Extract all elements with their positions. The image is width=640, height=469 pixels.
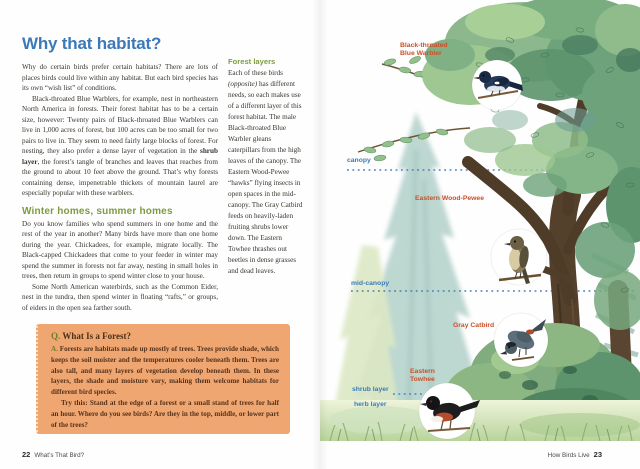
q-title: What Is a Forest? <box>62 331 131 341</box>
a-prefix: A. <box>51 345 58 353</box>
qa-answer <box>51 344 279 398</box>
label-gray-catbird: Gray Catbird <box>453 322 495 329</box>
chapter-title-footer: How Birds Live <box>547 452 590 459</box>
book-title-footer: What’s That Bird? <box>34 452 85 459</box>
column-body <box>228 68 304 277</box>
try-body: Stand at the edge of a forest or a small stand of trees for half an hour. Where do you see birds? Are they in the top, middle, or lower part of the trees? <box>51 398 280 429</box>
catbird-vignette <box>494 313 548 367</box>
pewee-vignette <box>491 229 547 285</box>
label-shrub-layer: shrub layer <box>352 386 389 393</box>
shrub-layer-bold-term: shrub layer <box>22 147 218 166</box>
qa-question <box>51 331 279 341</box>
paragraph-chickadees: Do you know families who spend summers in one home and the rest of the year in another? Many birds have more than one home during the year. Chickadees, for example, migrate locally. The Black-capped Chickadees that come to your feeder in winter may spend the summer in forests not far away, nesting in small holes in trees, then return in groups to spend winter close to your house. <box>22 219 218 280</box>
label-canopy-layer: canopy <box>347 157 371 164</box>
label-black-throated-blue-warbler: Black-throated Blue Warbler <box>400 42 448 57</box>
page-gutter <box>312 0 328 469</box>
paragraph-eiders: Some North American waterbirds, such as the Common Eider, nest in the tundra, then spend winter in floating “rafts,” or groups, of eiders in the open sea farther south. <box>22 282 218 312</box>
left-page-footer <box>22 444 84 462</box>
try-label: Try this: <box>61 398 88 407</box>
q-prefix: Q. <box>51 331 61 341</box>
paragraph-intro: Why do certain birds prefer certain habitats? There are lots of places birds could live within any habitat. But each bird species has its own “wish list” of conditions. <box>22 63 218 92</box>
paragraph-warblers-rest: , the forest’s tangle of branches and leaves that reaches from the ground to about 10 feet above the ground. That’s why forests containing dense, impenetrable thickets of mountain laurel are especially popular with these warblers. <box>22 157 218 197</box>
section-heading-winter-homes: Winter homes, summer homes <box>22 205 173 217</box>
right-page-footer <box>548 444 602 462</box>
warbler-vignette <box>472 60 523 110</box>
page-title: Why that habitat? <box>22 34 162 53</box>
left-page-number: 22 <box>22 450 31 459</box>
paragraph-warblers <box>22 94 218 199</box>
label-eastern-towhee: Eastern Towhee <box>410 368 435 383</box>
label-mid-canopy-layer: mid-canopy <box>351 280 390 287</box>
forest-layers-column <box>228 57 304 277</box>
paragraph-warblers-text: Black-throated Blue Warblers, for example, nest in northeastern North America in forests. Their forest habitat has to be a certain size, however: Twenty pairs of Black-throated Blue Warblers can live in 1,000 acres of forest, but 100 acres can be too small for two pairs to live in. They seem to need fairly large blocks of forest. For nesting, they also prefer a dense layer of vegetation in the <box>22 94 218 155</box>
a-body: Forests are habitats made up mostly of trees. Trees provide shade, which keeps the soil moister and the temperatures cooler beneath them. Trees are also tall, and many layers of vegetation develop beneath them. In these layers, the shade and moisture vary, making them welcome habitats for different bird species. <box>51 345 279 397</box>
label-herb-layer: herb layer <box>354 401 387 408</box>
column-body-text: Each of these birds <box>228 69 283 77</box>
right-page-number: 23 <box>593 450 602 459</box>
opposite-italic: (opposite) <box>228 80 258 88</box>
column-body-rest: has different needs, so each makes use of a different layer of this forest habitat. The male Black-throated Blue Warbler gleans caterpillars from the high leaves of the canopy. The Eastern Wood-Pewee “hawks” flying insects in open spaces in the mid-canopy. The Gray Catbird feeds on heavily-laden fruiting shrubs lower down. The Eastern Towhee thrashes out beetles in dense grasses and dead leaves. <box>228 80 303 275</box>
left-page-main-column <box>22 34 218 313</box>
forest-illustration <box>320 0 640 441</box>
column-heading-forest-layers: Forest layers <box>228 57 276 66</box>
qa-sidebar-box <box>36 324 290 434</box>
qa-try-this <box>51 398 279 430</box>
label-eastern-wood-pewee: Eastern Wood-Pewee <box>415 195 484 202</box>
